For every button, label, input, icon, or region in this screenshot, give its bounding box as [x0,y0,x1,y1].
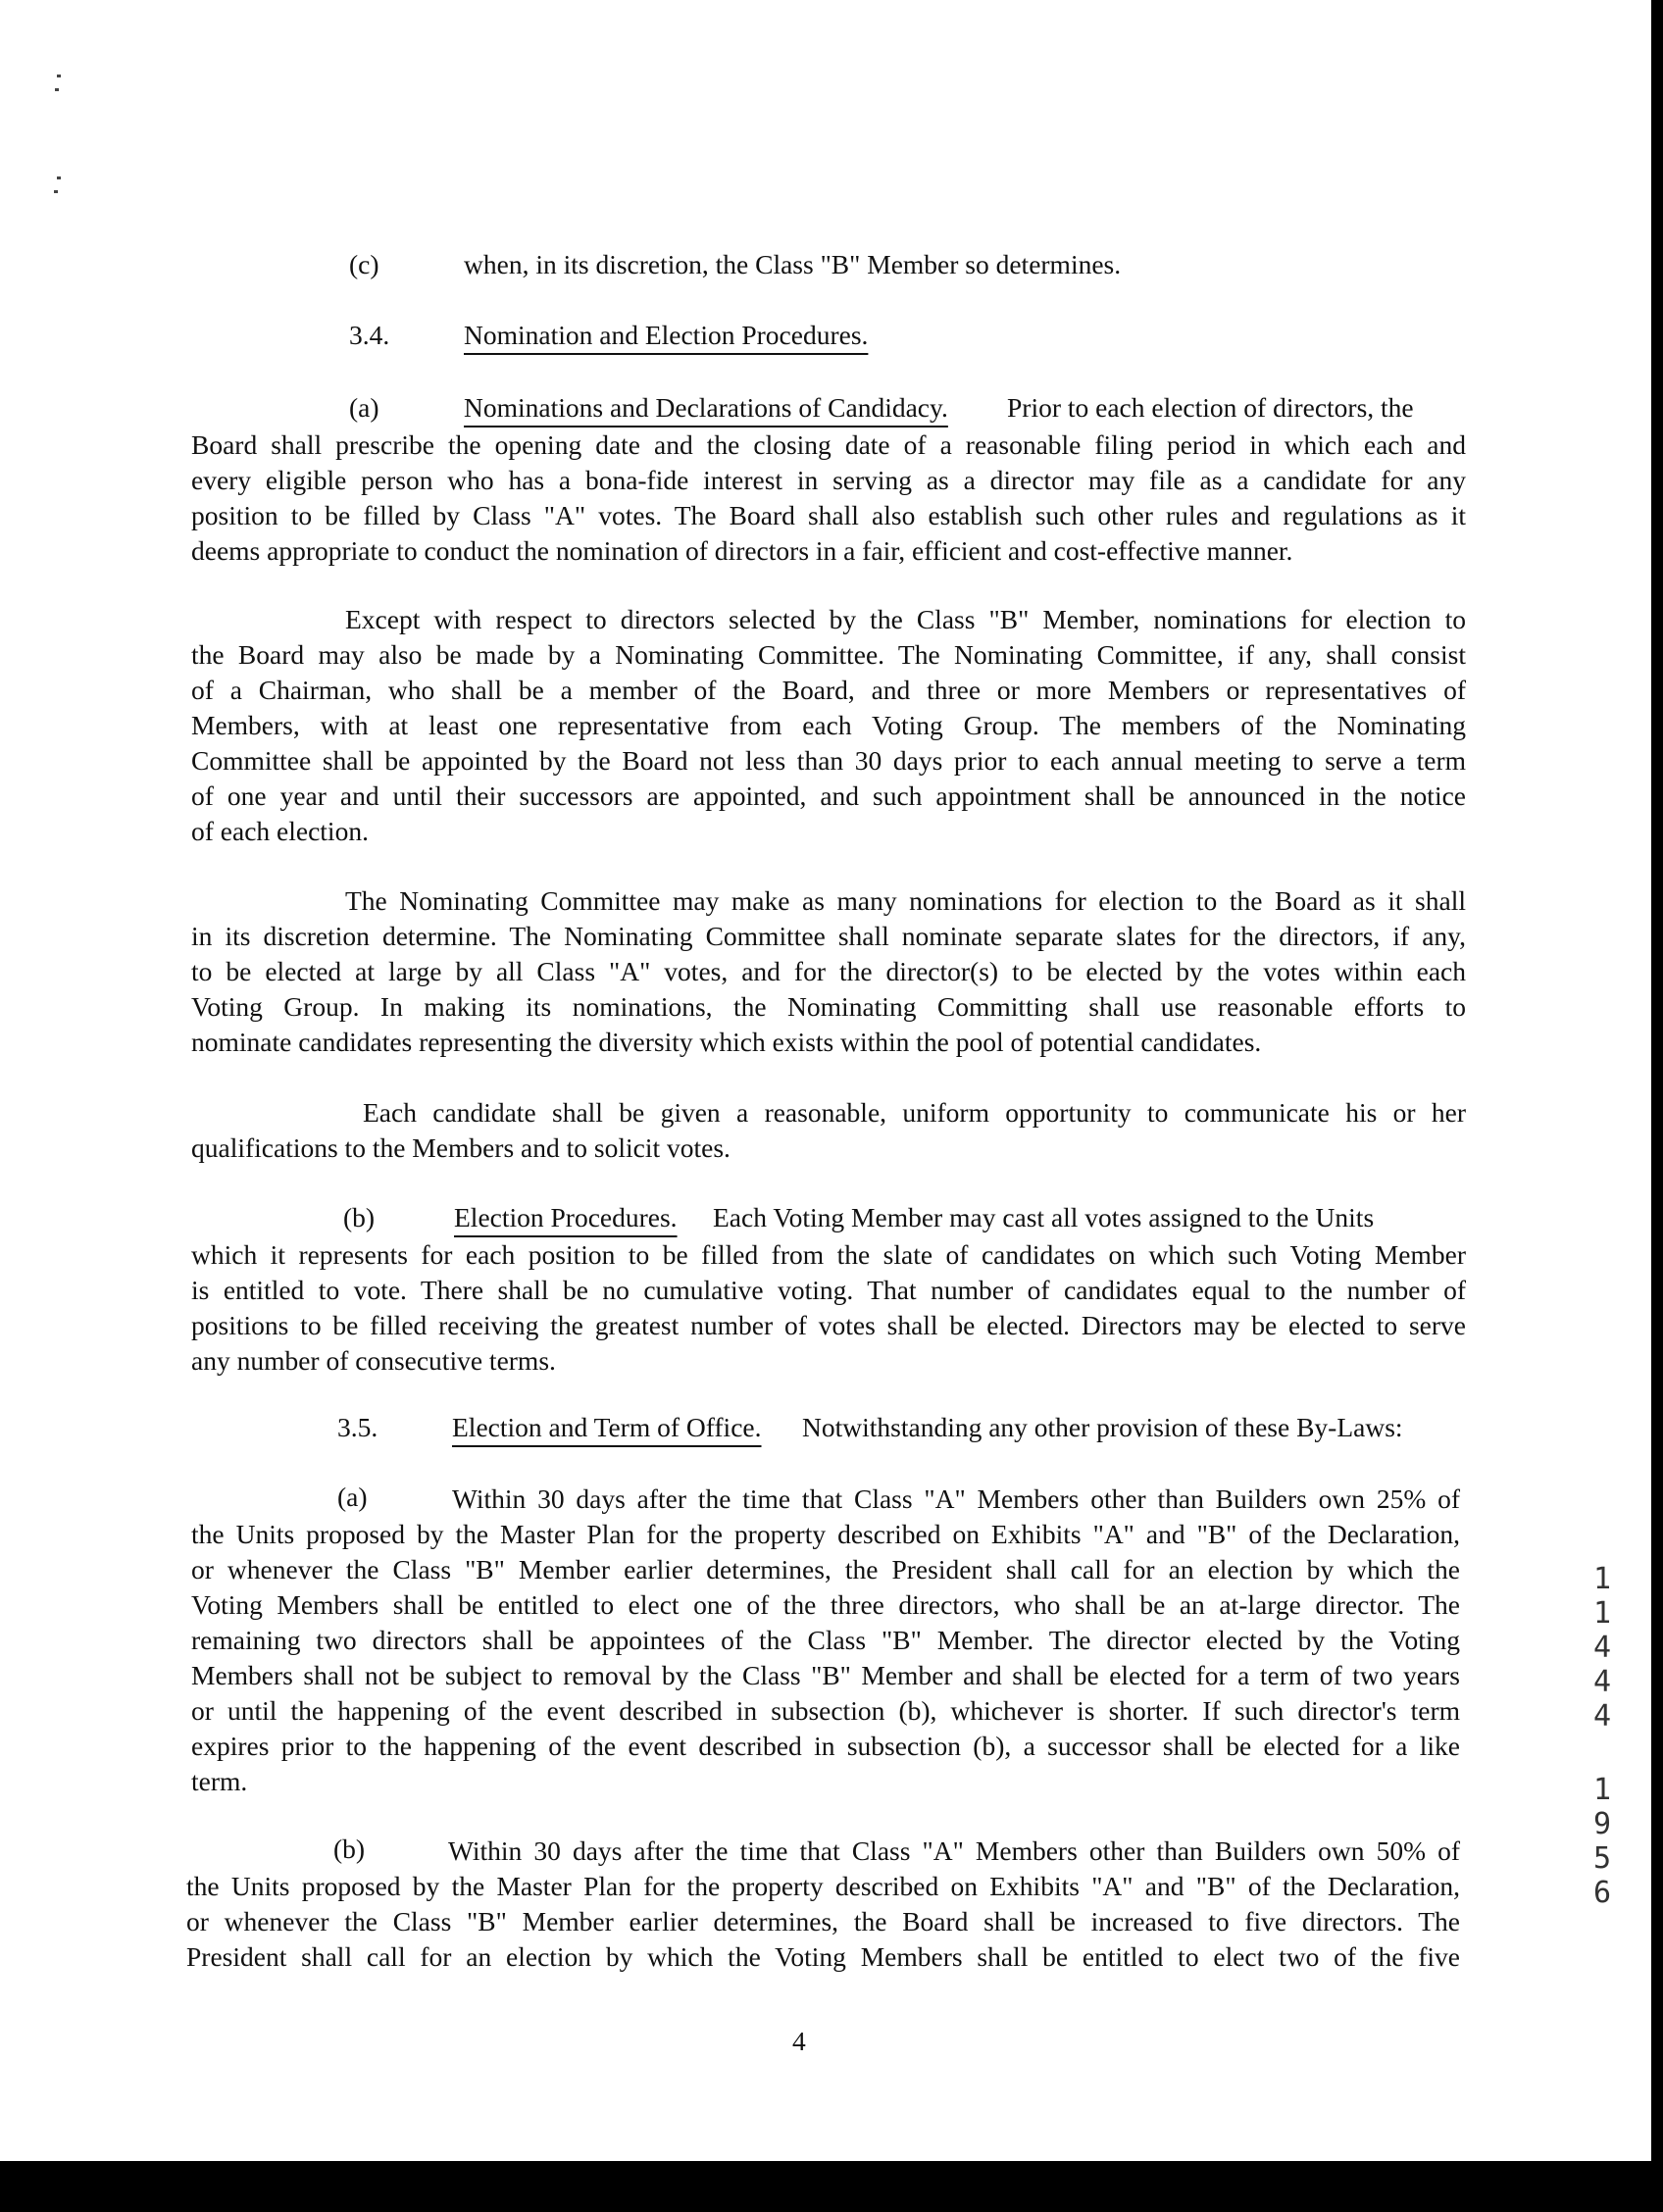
margin-stamp-digit: 1 [1592,1596,1612,1631]
scan-edge [1651,0,1663,2212]
scan-bottom-border [0,2161,1663,2212]
text-line: Prior to each election of directors, the [1007,392,1414,423]
text-line: the Board may also be made by a Nominating Committee. The Nominating Committee, if any, shall consist [191,639,1466,670]
text-line: qualifications to the Members and to solicit votes. [191,1132,731,1163]
text-line: the Units proposed by the Master Plan for the property described on Exhibits "A" and "B" of the Declaration, [191,1519,1460,1549]
text-line: the Units proposed by the Master Plan for the property described on Exhibits "A" and "B" of the Declaration, [186,1871,1460,1901]
clause-3-4-b-heading: Election Procedures. [454,1202,678,1232]
text-line: Except with respect to directors selected by the Class "B" Member, nominations for election to [345,604,1466,634]
text-line: or whenever the Class "B" Member earlier determines, the Board shall be increased to five directors. The [186,1906,1460,1936]
text-line: nominate candidates representing the diversity which exists within the pool of potential candidates. [191,1027,1262,1057]
scan-speck [57,176,61,179]
text-line: Within 30 days after the time that Class "A" Members other than Builders own 25% of [452,1483,1460,1514]
text-line: Voting Members shall be entitled to elect one of the three directors, who shall be an at-large director. The [191,1589,1460,1620]
text-line: remaining two directors shall be appointees of the Class "B" Member. The director elected by the Voting [191,1625,1460,1655]
text-line: Within 30 days after the time that Class "A" Members other than Builders own 50% of [448,1835,1460,1866]
clause-3-5-b-marker: (b) [333,1834,366,1864]
margin-stamp-digit: 6 [1592,1876,1612,1910]
text-line: Each Voting Member may cast all votes assigned to the Units [713,1202,1375,1232]
scan-speck [55,88,59,91]
margin-stamp-digit: 4 [1592,1631,1612,1665]
text-line: any number of consecutive terms. [191,1345,556,1376]
text-line: is entitled to vote. There shall be no cumulative voting. That number of candidates equal to the number of [191,1275,1466,1305]
text-line: which it represents for each position to be filled from the slate of candidates on which such Voting Member [191,1239,1466,1270]
scan-speck [54,190,58,193]
text-line: or whenever the Class "B" Member earlier determines, the President shall call for an election by which the [191,1554,1460,1584]
text-line: Each candidate shall be given a reasonable, uniform opportunity to communicate his or her [363,1097,1466,1128]
text-line: Members shall not be subject to removal by the Class "B" Member and shall be elected for a term of two years [191,1660,1460,1690]
text-line: term. [191,1766,248,1796]
text-line: Voting Group. In making its nominations, the Nominating Committing shall use reasonable efforts to [191,991,1466,1022]
text-line: of one year and until their successors are appointed, and such appointment shall be announced in the notice [191,780,1466,811]
text-line: to be elected at large by all Class "A" votes, and for the director(s) to be elected by the votes within each [191,956,1466,986]
text-line: expires prior to the happening of the event described in subsection (b), a successor shall be elected for a like [191,1731,1460,1761]
text-line: position to be filled by Class "A" votes. The Board shall also establish such other rules and regulations as it [191,500,1466,530]
section-3-4-title: Nomination and Election Procedures. [464,320,869,350]
text-line: of a Chairman, who shall be a member of the Board, and three or more Members or representatives of [191,675,1466,705]
text-line: Board shall prescribe the opening date and the closing date of a reasonable filing period in which each and [191,429,1466,460]
margin-stamp-digit: 4 [1592,1665,1612,1699]
margin-stamp-digit: 9 [1592,1807,1612,1841]
section-3-5-number: 3.5. [337,1412,378,1442]
text-line: or until the happening of the event described in subsection (b), whichever is shorter. If such director's term [191,1695,1460,1726]
text-line: of each election. [191,816,369,846]
clause-c-marker: (c) [349,249,379,279]
margin-stamp-digit: 1 [1592,1773,1612,1807]
section-3-5-title: Election and Term of Office. [452,1412,762,1442]
scan-speck [57,75,61,77]
margin-stamp-digit: 4 [1592,1699,1612,1734]
text-line: The Nominating Committee may make as many nominations for election to the Board as it shall [345,885,1466,916]
margin-stamp-digit: 1 [1592,1562,1612,1596]
text-line: deems appropriate to conduct the nomination of directors in a fair, efficient and cost-effective manner. [191,535,1293,566]
section-3-5-intro: Notwithstanding any other provision of these By-Laws: [802,1412,1403,1442]
section-3-4-number: 3.4. [349,320,390,350]
page-number: 4 [792,2026,806,2056]
text-line: President shall call for an election by which the Voting Members shall be entitled to elect two of the five [186,1941,1460,1972]
text-line: Members, with at least one representative from each Voting Group. The members of the Nominating [191,710,1466,740]
clause-c-text: when, in its discretion, the Class "B" Member so determines. [464,249,1122,279]
clause-3-4-a-heading: Nominations and Declarations of Candidacy. [464,392,948,423]
clause-3-4-a-marker: (a) [349,392,379,423]
text-line: positions to be filled receiving the greatest number of votes shall be elected. Directors may be elected to serve [191,1310,1466,1340]
text-line: every eligible person who has a bona-fide interest in serving as a director may file as a candidate for any [191,465,1466,495]
clause-3-5-a-marker: (a) [337,1482,368,1512]
text-line: in its discretion determine. The Nominating Committee shall nominate separate slates for the directors, if any, [191,921,1466,951]
text-line: Committee shall be appointed by the Board not less than 30 days prior to each annual meeting to serve a term [191,745,1466,776]
clause-3-4-b-marker: (b) [343,1202,376,1232]
margin-stamp-digit: 5 [1592,1841,1612,1876]
